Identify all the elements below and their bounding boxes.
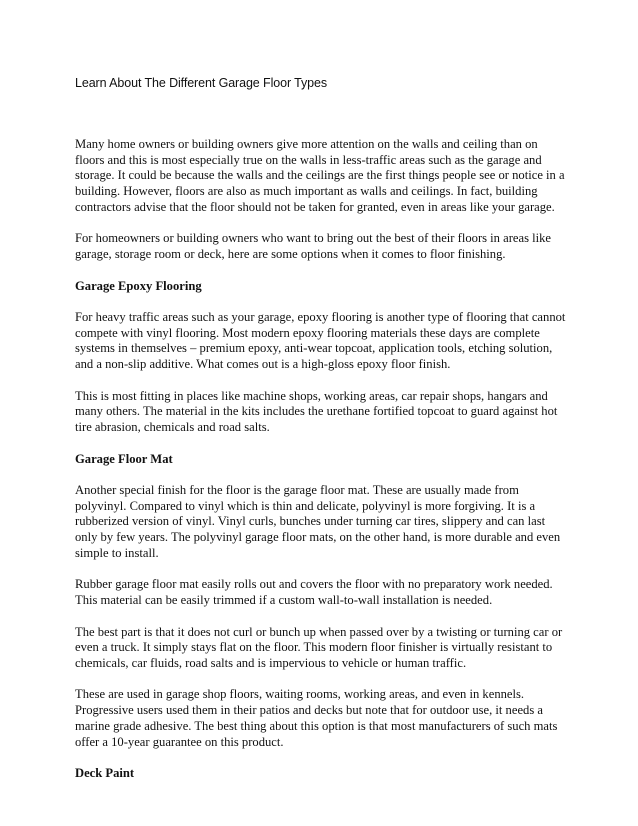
text-line: simple to install. xyxy=(75,545,159,560)
mat-paragraph-3 xyxy=(75,625,575,672)
text-line: For homeowners or building owners who want to bring out the best of their floors in areas like xyxy=(75,231,552,246)
text-line: even a truck. It simply stays flat on the floor. This modern floor finisher is virtually resistant to xyxy=(75,640,553,655)
epoxy-paragraph-1 xyxy=(75,310,575,373)
text-line: compete with vinyl flooring. Most modern epoxy flooring materials these days are complete xyxy=(75,325,540,340)
text-line: Rubber garage floor mat easily rolls out and covers the floor with no preparatory work needed. xyxy=(75,577,553,592)
text-line: This is most fitting in places like machine shops, working areas, car repair shops, hangars and xyxy=(75,388,548,403)
text-line: For heavy traffic areas such as your garage, epoxy flooring is another type of flooring that cannot xyxy=(75,310,566,325)
text-line: Another special finish for the floor is the garage floor mat. These are usually made from xyxy=(75,483,519,498)
text-line: marine grade adhesive. The best thing about this option is that most manufacturers of such mats xyxy=(75,718,558,733)
text-line: contractors advise that the floor should not be taken for granted, even in areas like your garage. xyxy=(75,199,555,214)
intro-paragraph-2 xyxy=(75,231,575,262)
text-line: offer a 10-year guarantee on this product. xyxy=(75,734,284,749)
section-heading-deck-paint: Deck Paint xyxy=(75,766,135,781)
text-line: garage, storage room or deck, here are some options when it comes to floor finishing. xyxy=(75,247,506,262)
mat-paragraph-1 xyxy=(75,483,575,562)
intro-paragraph-1 xyxy=(75,137,575,216)
document-body xyxy=(75,137,575,798)
text-line: building. However, floors are also as much important as walls and ceilings. In fact, building xyxy=(75,184,538,199)
epoxy-paragraph-2 xyxy=(75,389,575,436)
text-line: polyvinyl. Compared to vinyl which is thin and delicate, polyvinyl is more forgiving. It is a xyxy=(75,498,536,513)
section-heading-epoxy: Garage Epoxy Flooring xyxy=(75,278,202,293)
text-line: only by few years. The polyvinyl garage floor mats, on the other hand, is more durable and even xyxy=(75,530,561,545)
text-line: many others. The material in the kits includes the urethane fortified topcoat to guard against hot xyxy=(75,404,558,419)
mat-paragraph-4 xyxy=(75,687,575,750)
text-line: and a non-slip additive. What comes out is a high-gloss epoxy floor finish. xyxy=(75,357,451,372)
text-line: This material can be easily trimmed if a custom wall-to-wall installation is needed. xyxy=(75,593,493,608)
text-line: systems in themselves – premium epoxy, anti-wear topcoat, application tools, etching solution, xyxy=(75,341,553,356)
text-line: rubberized version of vinyl. Vinyl curls, bunches under turning car tires, slippery and can last xyxy=(75,514,546,529)
text-line: Many home owners or building owners give more attention on the walls and ceiling than on xyxy=(75,137,538,151)
text-line: tire abrasion, chemicals and road salts. xyxy=(75,420,270,435)
mat-paragraph-2 xyxy=(75,577,575,608)
text-line: Progressive users used them in their patios and decks but note that for outdoor use, it needs a xyxy=(75,703,543,718)
text-line: These are used in garage shop floors, waiting rooms, working areas, and even in kennels. xyxy=(75,687,525,702)
section-heading-floor-mat: Garage Floor Mat xyxy=(75,451,173,466)
text-line: chemicals, car fluids, road salts and is impervious to vehicle or human traffic. xyxy=(75,655,467,670)
document-title: Learn About The Different Garage Floor Types xyxy=(75,76,328,90)
text-line: The best part is that it does not curl or bunch up when passed over by a twisting or turning car or xyxy=(75,624,563,639)
text-line: floors and this is most especially true on the walls in less-traffic areas such as the garage and xyxy=(75,152,542,167)
text-line: storage. It could be because the walls and the ceilings are the first things people see or notice in a xyxy=(75,168,565,183)
